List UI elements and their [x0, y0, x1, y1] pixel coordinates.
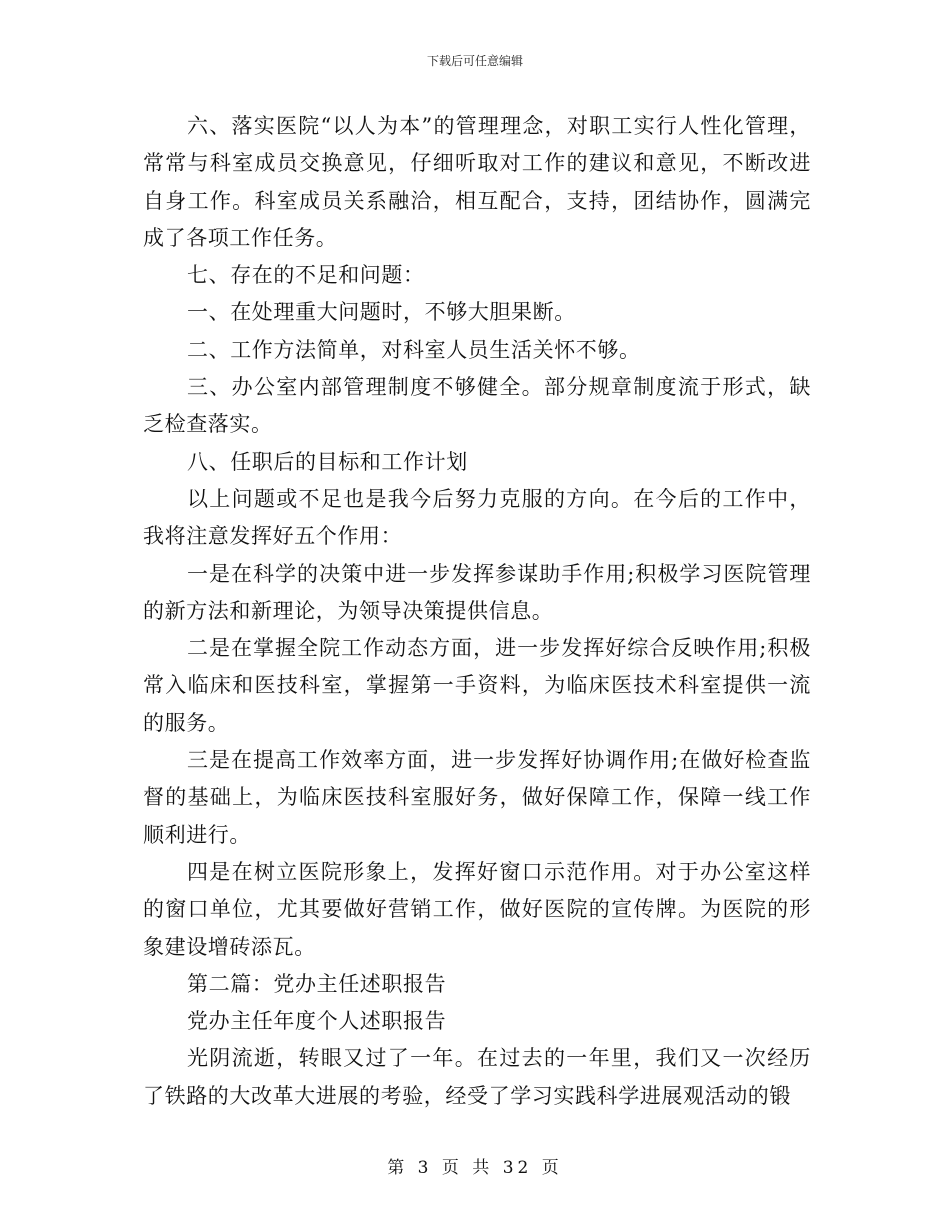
page-header: 下载后可任意编辑 — [426, 54, 523, 68]
paragraph: 一是在科学的决策中进一步发挥参谋助手作用;积极学习医院管理的新方法和新理论，为领导决策提供信息。 — [143, 561, 811, 623]
paragraph: 六、落实医院“以人为本”的管理理念，对职工实行人性化管理，常常与科室成员交换意见，仔细听取对工作的建议和意见，不断改进自身工作。科室成员关系融洽，相互配合，支持，团结协作，圆满完成了各项工作任务。 — [143, 114, 811, 250]
page-number: 第 3 页 共 32 页 — [387, 1158, 563, 1178]
paragraph: 光阴流逝，转眼又过了一年。在过去的一年里，我们又一次经历了铁路的大改革大进展的考验，经受了学习实践科学进展观活动的锻 — [143, 1046, 811, 1108]
paragraph: 三是在提高工作效率方面，进一步发挥好协调作用;在做好检查监督的基础上，为临床医技科室服好务，做好保障工作，保障一线工作顺利进行。 — [143, 748, 811, 847]
report-title: 党办主任年度个人述职报告 — [187, 1009, 447, 1034]
paragraph: 三、办公室内部管理制度不够健全。部分规章制度流于形式，缺乏检查落实。 — [143, 375, 811, 437]
paragraph: 七、存在的不足和问题： — [187, 263, 425, 288]
document-body — [143, 108, 811, 1115]
paragraph: 二是在掌握全院工作动态方面，进一步发挥好综合反映作用;积极常入临床和医技科室，掌握第一手资料，为临床医技术科室提供一流的服务。 — [143, 636, 811, 735]
paragraph: 八、任职后的目标和工作计划 — [187, 449, 468, 474]
paragraph: 以上问题或不足也是我今后努力克服的方向。在今后的工作中，我将注意发挥好五个作用： — [143, 486, 811, 549]
section-heading: 第二篇：党办主任述职报告 — [187, 971, 447, 996]
paragraph: 一、在处理重大问题时，不够大胆果断。 — [187, 300, 576, 325]
paragraph: 四是在树立医院形象上，发挥好窗口示范作用。对于办公室这样的窗口单位，尤其要做好营销工作，做好医院的宣传牌。为医院的形象建设增砖添瓦。 — [143, 859, 811, 959]
paragraph: 二、工作方法简单，对科室人员生活关怀不够。 — [187, 337, 641, 362]
